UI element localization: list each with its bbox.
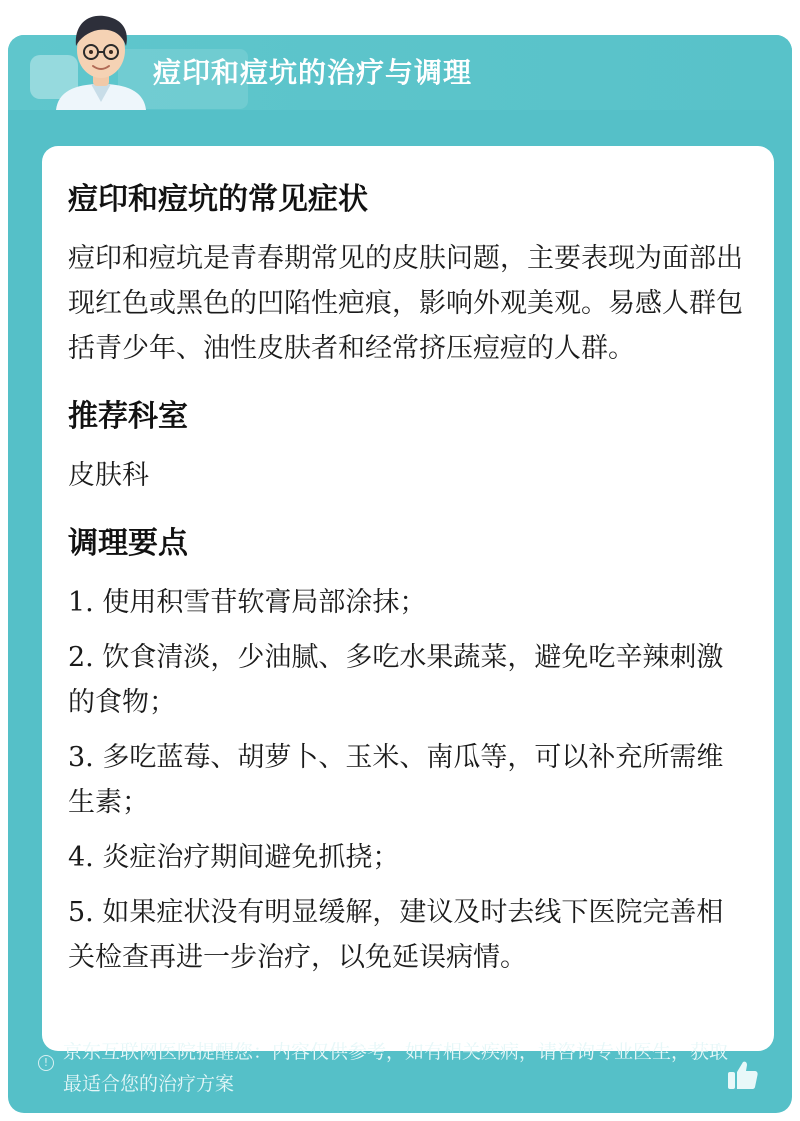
info-card — [42, 146, 774, 1051]
card-content — [68, 174, 748, 990]
care-heading: 调理要点 — [68, 526, 188, 561]
list-item: 2. 饮食清淡，少油腻、多吃水果蔬菜，避免吃辛辣刺激的食物； — [68, 642, 724, 718]
page-title: 痘印和痘坑的治疗与调理 — [153, 56, 473, 89]
doctor-avatar — [46, 10, 156, 110]
symptoms-paragraph: 痘印和痘坑是青春期常见的皮肤问题，主要表现为面部出现红色或黑色的凹陷性疤痕，影响外观美观。易感人群包括青少年、油性皮肤者和经常挤压痘痘的人群。 — [68, 243, 743, 364]
thumbs-up-icon[interactable] — [726, 1058, 760, 1092]
list-item: 1. 使用积雪苷软膏局部涂抹； — [68, 587, 427, 618]
symptoms-heading: 痘印和痘坑的常见症状 — [68, 182, 368, 217]
department-value: 皮肤科 — [68, 460, 149, 491]
department-heading: 推荐科室 — [68, 399, 188, 434]
content-frame — [8, 35, 792, 1113]
list-item: 4. 炎症治疗期间避免抓挠； — [68, 842, 400, 873]
info-icon: ! — [38, 1055, 54, 1071]
care-list — [68, 580, 748, 980]
list-item: 5. 如果症状没有明显缓解，建议及时去线下医院完善相关检查再进一步治疗，以免延误病情。 — [68, 897, 724, 973]
footer-notice — [8, 1020, 792, 1110]
footer-text: 京东互联网医院提醒您：内容仅供参考，如有相关疾病，请咨询专业医生，获取最适合您的治疗方案 — [63, 1041, 729, 1095]
list-item: 3. 多吃蓝莓、胡萝卜、玉米、南瓜等，可以补充所需维生素； — [68, 742, 724, 818]
